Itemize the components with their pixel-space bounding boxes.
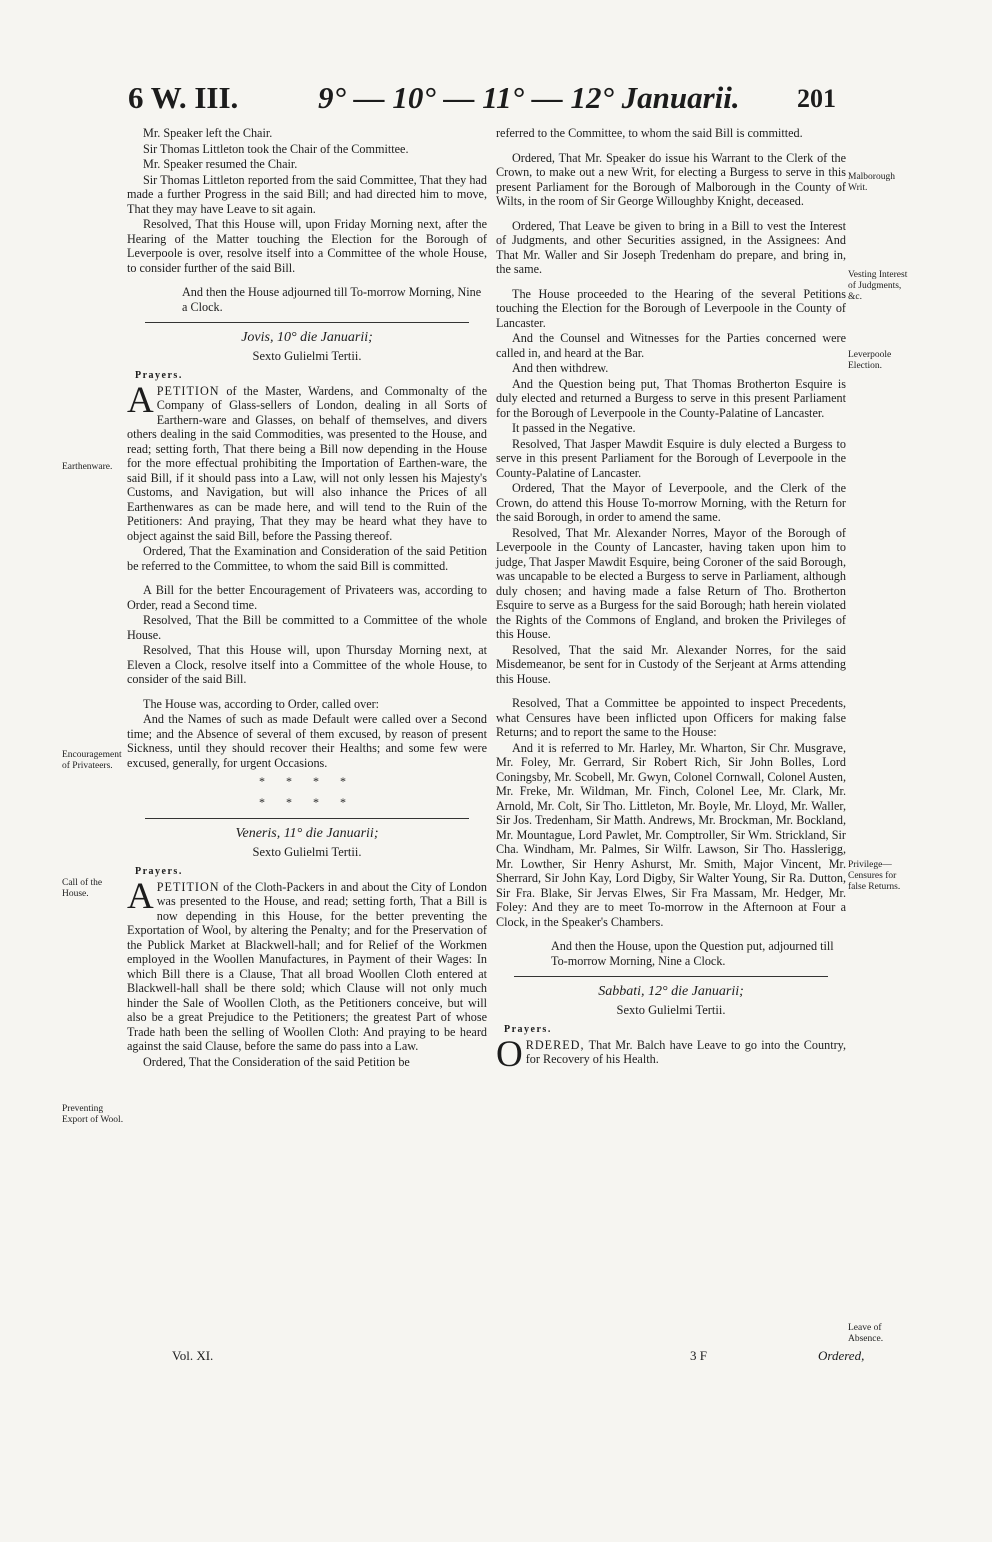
order-leave: ORDERED, That Mr. Balch have Leave to go into the Country, for Recovery of his Health. <box>496 1033 846 1075</box>
catchword: Ordered, <box>818 1348 865 1363</box>
margin-note-privilege: Privilege—Censures for false Returns. <box>848 860 901 892</box>
paragraph: Resolved, That the said Mr. Alexander Norres, for the said Misdemeanor, be sent for in Custody of the Serjeant at Arms attending this House. <box>496 642 846 686</box>
prayers-heading: Prayers. <box>504 1024 552 1035</box>
paragraph: Resolved, That Jasper Mawdit Esquire is duly elected a Burgess to serve in this present Parliament for the Borough of Leverpoole in the County-Palatine of Lancaster. <box>496 436 846 480</box>
paragraph: Mr. Speaker left the Chair. <box>143 126 273 140</box>
paragraph: Resolved, That the Bill be committed to a Committee of the whole House. <box>127 613 487 642</box>
paragraph: Resolved, That this House will, upon Friday Morning next, after the Hearing of the Matter touching the Election for the Borough of Leverpoole is over, resolve itself into a Committee of the whole House, to consider further of the said Bill. <box>127 217 487 275</box>
paragraph: And the Question being put, That Thomas Brotherton Esquire is duly elected and returned a Burgess to serve in this present Parliament for the Borough of Leverpoole in the County-Palatine of Lancaster. <box>496 376 846 420</box>
divider <box>145 818 469 819</box>
margin-note-leave: Leave of Absence. <box>848 1323 884 1344</box>
paragraph: And the Counsel and Witnesses for the Parties concerned were called in, and heard at the Bar. <box>496 331 846 360</box>
margin-note-leverpoole: Leverpoole Election. <box>848 350 892 371</box>
day-subtitle: Sexto Gulielmi Tertii. <box>252 348 362 363</box>
paragraph: Ordered, That the Examination and Consideration of the said Petition be referred to the Committee, to whom the said Bill is committed. <box>127 544 487 573</box>
paragraph: Ordered, That Mr. Speaker do issue his Warrant to the Clerk of the Crown, to make out a new Writ, for electing a Burgess to serve in this present Parliament for the Borough of Malborough in the County of Wilts, in the room of Sir George Willoughby Knight, deceased. <box>496 150 846 208</box>
margin-note-malborough: Malborough Writ. <box>848 172 895 193</box>
paragraph: Sir Thomas Littleton took the Chair of the Committee. <box>143 141 409 156</box>
stars-row: * * * * <box>259 774 355 788</box>
margin-note-privateers: Encouragement of Privateers. <box>62 750 122 771</box>
prayers-heading: Prayers. <box>135 866 183 877</box>
paragraph: And it is referred to Mr. Harley, Mr. Wharton, Sir Chr. Musgrave, Mr. Foley, Mr. Gerrard, Sir Robert Rich, Sir John Bolles, Lord Coningsby, Mr. Scobell, Mr. Gwyn, Colonel Cornwall, Colonel Austen, Mr. Freke, Mr. Wildman, Mr. Finch, Colonel Lee, Mr. Clark, Mr. Arnold, Mr. Colt, Sir Tho. Littleton, Mr. Boyle, Mr. Lloyd, Mr. Waller, Sir Jos. Tredenham, Sir Matth. Andrews, Mr. Brockman, Mr. Bockland, Mr. Mountague, Lord Pawlet, Mr. Comptroller, Sir Wm. Strickland, Sir Cha. Windham, Mr. Palmes, Sir Wilfr. Lawson, Sir Tho. Hasslerigg, Mr. Lowther, Sir Henry Ashurst, Mr. Smith, Major Vincent, Mr. Sherrard, Sir John Kay, Lord Digby, Sir Walter Young, Sir Ra. Dutton, Sir Fra. Blake, Sir Jervas Elwes, Sir Fra Massam, Mr. Hedger, Mr. Foley: And they are to meet To-morrow in the Afternoon at Four a Clock, in the Speaker's Chambers. <box>496 740 846 929</box>
margin-note-wool: Preventing Export of Wool. <box>62 1104 124 1125</box>
right-column <box>496 126 846 1075</box>
margin-note-judgments: Vesting Interest of Judgments, &c. <box>848 270 908 302</box>
volume-label: Vol. XI. <box>172 1348 214 1363</box>
date-range: 9° — 10° — 11° — 12° Januarii. <box>318 80 740 115</box>
prayers-heading: Prayers. <box>135 370 183 381</box>
paragraph: The House was, according to Order, called over: <box>143 696 380 711</box>
signature-mark: 3 F <box>690 1348 707 1363</box>
divider <box>145 322 469 323</box>
day-subtitle: Sexto Gulielmi Tertii. <box>616 1002 726 1017</box>
page-number: 201 <box>797 84 836 113</box>
drop-cap: A <box>127 379 154 421</box>
petition-earthenware: APETITION of the Master, Wardens, and Commonalty of the Company of Glass-sellers of London, dealing in all Sorts of Earthern-ware and Glasses, on behalf of themselves, and divers others dealing in the said Commodities, was presented to the House, and read; setting forth, That there being a Bill now depending in the House for the more effectual prohibiting the Importation of Earthen-ware, the said Bill, if it should pass into a Law, will not only lessen his Majesty's Customs, and Navigation, but will also inhance the Prices of all Earthenwares as can be made here, and will tend to the Ruin of the Petitioners: And praying, That they may be heard what they have to object against the said Bill, before the Passing thereof. <box>127 379 487 543</box>
paragraph: Ordered, That the Mayor of Leverpoole, and the Clerk of the Crown, do attend this House To-morrow Morning, with the Return for the said Borough, in order to amend the same. <box>496 481 846 524</box>
left-column <box>127 126 487 1070</box>
day-subtitle: Sexto Gulielmi Tertii. <box>252 844 362 859</box>
drop-cap: O <box>496 1033 523 1075</box>
adjournment: And then the House, upon the Question put, adjourned till To-morrow Morning, Nine a Clock. <box>551 939 834 968</box>
paragraph: Resolved, That Mr. Alexander Norres, Mayor of the Borough of Leverpoole in the County of Lancaster, having taken upon him to judge, That Jasper Mawdit Esquire, being Coroner of the said Borough, was uncapable to be elected a Burgess to serve in Parliament, although duly chosen; and having made a false Return of Tho. Brotherton Esquire to serve as a Burgess for the said Borough; hath herein violated the Rights of the Commons of England, and broken the Privileges of this House. <box>496 525 846 641</box>
divider <box>514 976 828 977</box>
stars-row: * * * * <box>259 795 355 809</box>
paragraph: Resolved, That a Committee be appointed to inspect Precedents, what Censures have been inflicted upon Officers for making false Returns; and to report the same to the House: <box>496 696 846 739</box>
adjournment: And then the House adjourned till To-morrow Morning, Nine a Clock. <box>182 285 482 314</box>
paragraph: Sir Thomas Littleton reported from the said Committee, That they had made a further Progress in the said Bill; and had directed him to move, That they may have Leave to sit again. <box>127 172 487 216</box>
paragraph: Ordered, That Leave be given to bring in a Bill to vest the Interest of Judgments, and other Securities assigned, in the Assignees: And That Mr. Waller and Sir Joseph Tredenham do prepare, and bring in, the same. <box>496 218 846 276</box>
day-title: Veneris, 11° die Januarii; <box>235 826 379 841</box>
paragraph: Ordered, That the Consideration of the said Petition be <box>143 1054 410 1069</box>
day-title: Jovis, 10° die Januarii; <box>241 330 373 345</box>
page-header <box>0 80 992 120</box>
paragraph: Resolved, That this House will, upon Thursday Morning next, at Eleven a Clock, resolve itself into a Committee of the whole House, to consider of the said Bill. <box>127 643 487 686</box>
day-title: Sabbati, 12° die Januarii; <box>598 984 744 999</box>
paragraph: referred to the Committee, to whom the said Bill is committed. <box>496 126 803 140</box>
paragraph: And the Names of such as made Default were called over a Second time; and the Absence of several of them excused, by reason of present Sickness, until they should recover their Healths; and some few were excused, generally, for urgent Occasions. <box>127 712 487 770</box>
paragraph: Mr. Speaker resumed the Chair. <box>143 157 298 171</box>
paragraph: A Bill for the better Encouragement of Privateers was, according to Order, read a Second time. <box>127 583 487 612</box>
paragraph: And then withdrew. <box>512 361 609 375</box>
paragraph: The House proceeded to the Hearing of the several Petitions touching the Election for the Borough of Leverpoole in the County of Lancaster. <box>496 286 846 330</box>
margin-note-call: Call of the House. <box>62 878 103 899</box>
margin-note-earthenware: Earthenware. <box>62 462 113 472</box>
petition-cloth-packers: APETITION of the Cloth-Packers in and about the City of London was presented to the House, and read; setting forth, That a Bill is now depending in this House, for the better preventing the Exportation of Wool, by altering the Penalty; and for the Preservation of the Publick Market at Blackwell-hall; and for Relief of the Workmen employed in the Woollen Manufactures, in Payment of their Wages: In which Bill there is a Clause, That all broad Woollen Cloth entered at Blackwell-hall shall be there sold; which Clause will not only much hinder the Sale of Woollen Cloth, as the Petitioners conceive, but will also be a great Prejudice to the Petitioners; the greatest Part of whose Trade hath been the selling of Woollen Cloth: And praying to be heard against the said Clause, before the same do pass into a Law. <box>127 875 487 1053</box>
drop-cap: A <box>127 875 154 917</box>
reign-label: 6 W. III. <box>128 80 239 115</box>
paragraph: It passed in the Negative. <box>512 421 636 435</box>
